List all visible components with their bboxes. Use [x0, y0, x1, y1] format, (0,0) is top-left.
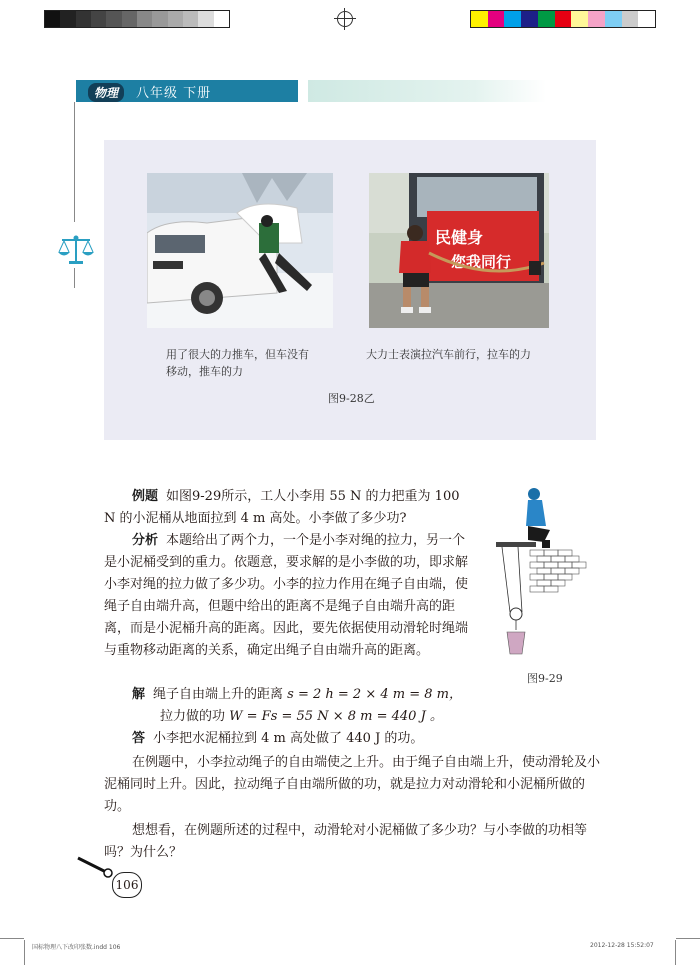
answer-keyword: 答 [132, 731, 146, 746]
solution-line-1-text: 绳子自由端上升的距离 [153, 687, 284, 702]
subject-badge: 物理 [88, 83, 124, 102]
solution-keyword: 解 [132, 687, 146, 702]
margin-rule [74, 268, 75, 288]
analysis-text: 本题给出了两个力，一个是小李对绳的拉力，另一个是小泥桶受到的重力。依题意，要求解的是小李做的功，即求解小李对绳的拉力做了多少功。小李的拉力作用在绳子自由端，使绳子自由端升高，但题中给出的距离不是绳子自由端升高的距离，而是小泥桶升高的距离。因此，要先依据使用动滑轮时绳端与重物移动距离的关系，确定出绳子自由端升高的距离。 [104, 533, 469, 658]
photo-strongman-pulling [369, 173, 549, 328]
answer-text: 小李把水泥桶拉到 4 m 高处做了 440 J 的功。 [153, 731, 424, 746]
trim-mark [0, 938, 24, 939]
solution-line-1 [132, 684, 492, 706]
trim-mark [676, 938, 700, 939]
caption-right: 大力士表演拉汽车前行，拉车的力 [366, 348, 531, 361]
solution-line-2-text: 拉力做的功 [160, 709, 226, 724]
trim-mark [675, 940, 676, 965]
solution-line-1-math: s = 2 h = 2 × 4 m = 8 m， [287, 687, 462, 702]
example-keyword: 例题 [132, 489, 159, 504]
banner-line-1: 民健身 [435, 228, 484, 247]
grade-title: 八年级 下册 [136, 86, 212, 101]
paragraph-1: 在例题中，小李拉动绳子的自由端使之上升。由于绳子自由端上升，使动滑轮及小泥桶同时上升。因此，拉动绳子自由端所做的功，就是拉力对动滑轮和小泥桶所做的功。 [104, 755, 601, 814]
header-fade-band [308, 80, 546, 102]
banner-line-2: 您我同行 [451, 253, 512, 271]
example-text: 如图9-29所示，工人小李用 55 N 的力把重为 100 N 的小泥桶从地面拉到 4 m 高处。小李做了多少功? [104, 489, 460, 526]
magnifier-icon [76, 856, 114, 878]
registration-mark-icon [337, 11, 353, 27]
photo-pushing-car [147, 173, 333, 328]
figure-label: 图9-28乙 [328, 392, 375, 405]
example-paragraph [104, 486, 470, 530]
page-number: 106 [112, 872, 142, 898]
side-figure-label: 图9-29 [527, 672, 563, 685]
slug-timestamp: 2012-12-28 15:52:07 [590, 942, 654, 949]
analysis-paragraph [104, 530, 470, 662]
slug-file-name: 国标物理八下改印张数.indd 106 [32, 944, 121, 951]
answer-line [132, 728, 512, 750]
balance-scale-icon [56, 234, 96, 266]
solution-line-2-math: W = Fs = 55 N × 8 m = 440 J 。 [229, 709, 443, 724]
analysis-keyword: 分析 [132, 533, 159, 548]
color-registration-bar [470, 10, 656, 28]
trim-mark [24, 940, 25, 965]
paragraph-2: 想想看，在例题所述的过程中，动滑轮对小泥桶做了多少功？与小李做的功相等吗？为什么？ [104, 823, 588, 860]
caption-left: 用了很大的力推车，但车没有移动，推车的力 [166, 348, 309, 378]
margin-rule [74, 102, 75, 222]
solution-line-2 [160, 706, 500, 728]
grayscale-registration-bar [44, 10, 230, 28]
pulley-worker-illustration [494, 484, 594, 664]
